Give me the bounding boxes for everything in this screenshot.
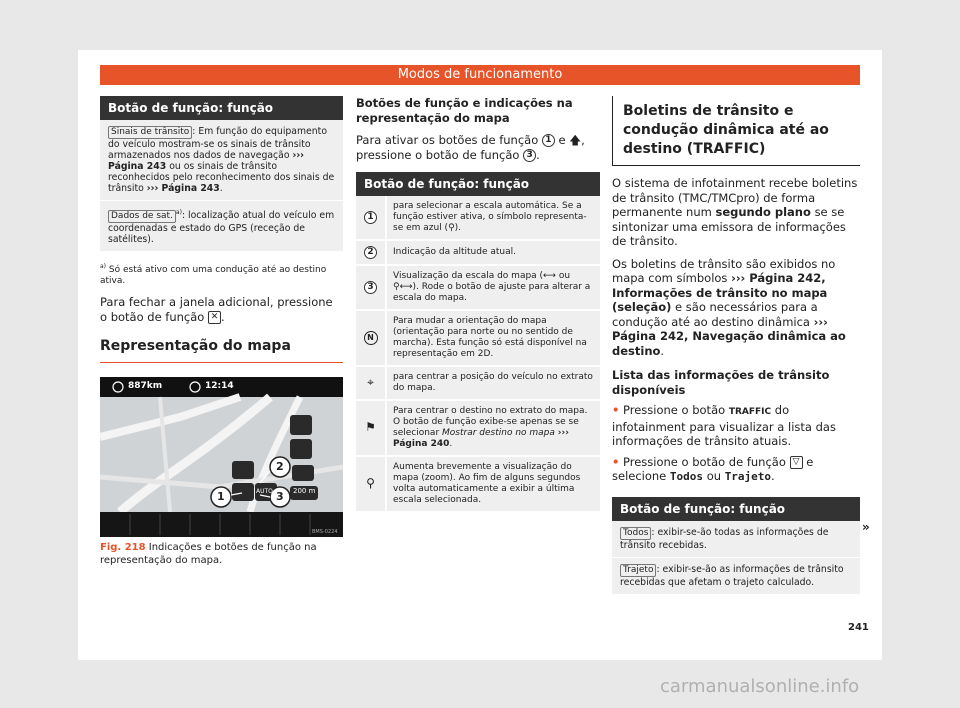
traffic-list-heading: Lista das informações de trânsito disponíveis [612,368,830,397]
traffic-paragraph-2: Os boletins de trânsito são exibidos no mapa com símbolos ››› Página 242, Informações de trânsito no mapa (seleção) e são necessários para a condução até ao destino dinâmica ››› Página 242, Navegação dinâmica ao destino. [612,256,846,358]
bullet-1: • Pressione o botão TRAFFIC do infotainment para visualizar a lista das informações de trânsito atuais. [612,403,836,448]
page-link[interactable]: ››› Página 243 [108,150,305,172]
continue-mark: » [862,520,870,534]
callout-3-icon: 3 [523,149,536,162]
column-middle [356,96,600,513]
section-title-buttons: Botões de função e indicações na representação do mapa [356,96,573,125]
callout-3: 3 [276,490,284,504]
map-scale: 200 m [293,487,316,496]
traffic-paragraph-1: O sistema de infotainment recebe boletins de trânsito (TMC/TMCpro) de forma permanente num segundo plano se se sintonizar uma emissora de informações de trânsito. [612,176,858,248]
callout-2-icon: 2 [364,246,377,259]
page-link[interactable]: ››› Página 240 [393,428,569,449]
buttons-table-title: Botão de função: função [356,172,600,196]
center-vehicle-icon: ⌖ [367,374,374,389]
bullet-2: • Pressione o botão de função ▽ e selecione Todos ou Trajeto. [612,454,814,483]
center-destination-icon: ⚑ [365,419,376,434]
map-figure [100,377,343,537]
callout-1: 1 [217,490,225,504]
traffic-signs-tag: Sinais de trânsito [108,126,192,139]
navigation-icon: 🡅 [569,133,582,147]
map-auto: AUTO [256,488,273,496]
callout-2: 2 [276,460,284,474]
table-row: 2 Indicação da altitude atual. [356,240,600,265]
function-box [100,96,343,252]
function-row-all: Todos : exibir-se-ão todas as informações de trânsito recebidas. [612,521,860,558]
buttons-intro: Para ativar os botões de função 1 e 🡅, pressione o botão de função 3 . [356,133,585,162]
table-row: ⚲ Aumenta brevemente a visualização do mapa (zoom). Ao fim de alguns segundos volta automaticamente a exibir a última escala selecionada. [356,456,600,512]
map-image-code: BMS-0224 [312,529,338,536]
map-time: 12:14 [205,381,234,392]
traffic-key: TRAFFIC [728,407,772,417]
zoom-icon: ⚲ [366,475,375,490]
column-right [612,96,860,595]
sat-data-tag: Dados de sat. [108,210,176,223]
callout-1-icon: 1 [542,134,555,147]
close-instruction: Para fechar a janela adicional, pressione o botão de função ✕ . [100,295,333,324]
function-box-title: Botão de função: função [100,96,343,120]
section-title-traffic: Boletins de trânsito e condução dinâmica até ao destino (TRAFFIC) [612,96,860,166]
section-title-map: Representação do mapa [100,338,343,363]
traffic-function-box-title: Botão de função: função [612,497,860,521]
table-row: 1 para selecionar a escala automática. Se a função estiver ativa, o símbolo representa-se em azul (⚲). [356,196,600,240]
map-distance: 887km [128,381,163,392]
traffic-function-box [612,497,860,595]
close-icon: ✕ [208,311,221,324]
compass-icon: N [364,331,378,345]
filter-icon: ▽ [790,456,803,469]
table-row: ⌖ para centrar a posição do veículo no extrato do mapa. [356,366,600,400]
callout-3-icon: 3 [364,281,377,294]
table-row: ⚑ Para centrar o destino no extrato do mapa. O botão de função exibe-se apenas se se selecionar Mostrar destino no mapa ››› Página 240. [356,400,600,456]
page-link[interactable]: ››› Página 242, Informações de trânsito no mapa (seleção) [612,271,828,314]
watermark: carmanualsonline.info [660,676,860,697]
table-row: N Para mudar a orientação do mapa (orientação para norte ou no sentido de marcha). Esta função só está disponível na representação em 2D. [356,310,600,366]
page-header: Modos de funcionamento [100,65,860,85]
callout-1-icon: 1 [364,211,377,224]
function-row-sat-data: Dados de sat. $^{a)}$: localização atual do veículo em coordenadas e estado do GPS (receção de satélites). [100,201,343,252]
column-left [100,96,343,567]
page-number: 241 [848,622,869,633]
map-illustration [100,377,343,537]
footnote: $^{a)}$ Só está ativo com uma condução até ao destino ativa. [100,263,327,287]
function-row-traffic-signs: Sinais de trânsito : Em função do equipamento do veículo mostram-se os sinais de trânsito armazenados nos dados de navegação ››› Página 243 ou os sinais de trânsito reconhecidos pelo reconhecimento dos sinais de trânsito ››› Página 243. [100,120,343,201]
function-row-route: Trajeto : exibir-se-ão as informações de trânsito recebidas que afetam o trajeto calculado. [612,558,860,595]
page-link[interactable]: ››› Página 243 [146,183,220,194]
buttons-table [356,196,600,513]
page-link[interactable]: ››› Página 242, Navegação dinâmica ao destino [612,314,846,358]
figure-caption: Fig. 218 Indicações e botões de função na representação do mapa. [100,542,317,566]
table-row: 3 Visualização da escala do mapa (⟷ ou ⚲⟷). Rode o botão de ajuste para alterar a escala do mapa. [356,265,600,310]
